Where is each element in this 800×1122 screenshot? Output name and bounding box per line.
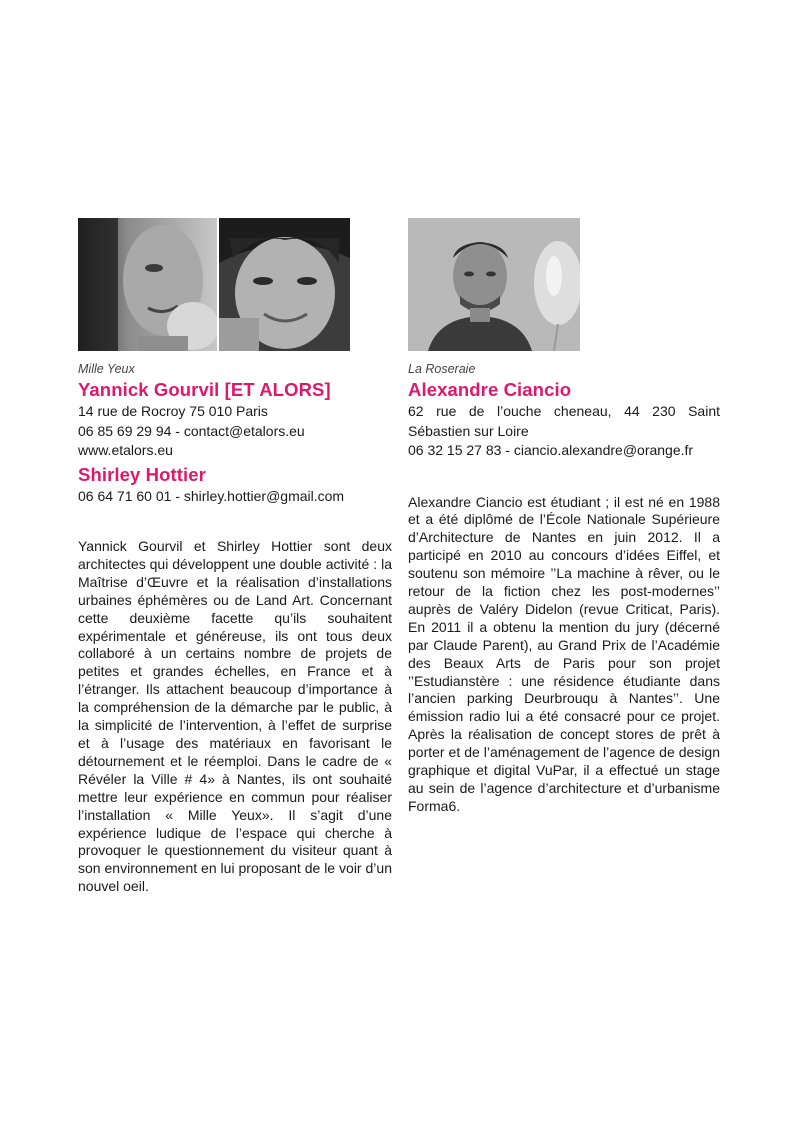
person-contact: 06 32 15 27 83 - ciancio.alexandre@orange.fr xyxy=(408,442,694,458)
left-column xyxy=(78,218,392,896)
person-contact: 06 64 71 60 01 - shirley.hottier@gmail.com xyxy=(78,487,345,504)
portrait-alexandre-ciancio xyxy=(408,218,580,351)
project-title: La Roseraie xyxy=(408,362,476,376)
person-address: 62 rue de l’ouche cheneau, 44 230 Saint Sébastien sur Loire xyxy=(408,403,720,439)
person-address: 14 rue de Rocroy 75 010 Paris xyxy=(78,403,268,419)
biography-text: Alexandre Ciancio est étudiant ; il est né en 1988 et a été diplômé de l’École Nationale Supérieure d’Architecture de Nantes en juin 2012. Il a participé en 2010 au concours d’idées Eiffel, et soutenu son mémoire ’’La machine à rêver, ou le retour de la fiction chez les post-modernes’’ auprès de Valéry Didelon (revue Criticat, Paris). En 2011 il a obtenu la mention du jury (décerné par Claude Parent), au Grand Prix de l’Académie des Beaux Arts de Paris pour son projet ’’Estudianstère : une résidence étudiante dans l’ancien parking Deurbrouqu à Nantes’’. Une émission radio lui a été consacré pour ce projet. Après la réalisation de concept stores de prêt à porter et de l’aménagement de l’agence de design graphique et digital VuPar, il a effectué un stage au sein de l’agence d’architecture et d’urbanisme Forma6. xyxy=(408,493,720,814)
person-name: Yannick Gourvil [ET ALORS] xyxy=(78,379,331,400)
project-title: Mille Yeux xyxy=(78,362,135,376)
person-name: Shirley Hottier xyxy=(78,463,206,485)
portrait-shirley-hottier xyxy=(219,218,350,351)
person-website: www.etalors.eu xyxy=(78,442,173,458)
portrait-yannick-gourvil xyxy=(78,218,217,351)
right-column xyxy=(408,218,720,816)
left-photos xyxy=(78,218,392,351)
person-contact: 06 85 69 29 94 - contact@etalors.eu xyxy=(78,422,305,439)
biography-text: Yannick Gourvil et Shirley Hottier sont deux architectes qui développent une double activité : la Maîtrise d’Œuvre et la réalisation d’installations urbaines éphémères ou de Land Art. Concernant cette deuxième facette qu’ils souhaitent expérimentale et généreuse, ils ont tous deux collaboré à un certains nombre de projets de petites et grandes échelles, en France et à l’étranger. Ils attachent beaucoup d’importance à la compréhension de la démarche par le public, à la simplicité de l’intervention, à l’effet de surprise et à l’usage des matériaux en favorisant le détournement et le réemploi. Dans le cadre de « Révéler la Ville # 4» à Nantes, ils ont souhaité mettre leur expérience en commun pour réaliser l’installation « Mille Yeux». Il s’agit d’une expérience ludique de l’espace qui cherche à provoquer le questionnement du visiteur quant à son environnement en lui proposant de le voir d’un nouvel oeil. xyxy=(78,538,392,895)
right-photos xyxy=(408,218,720,351)
person-name: Alexandre Ciancio xyxy=(408,379,572,400)
